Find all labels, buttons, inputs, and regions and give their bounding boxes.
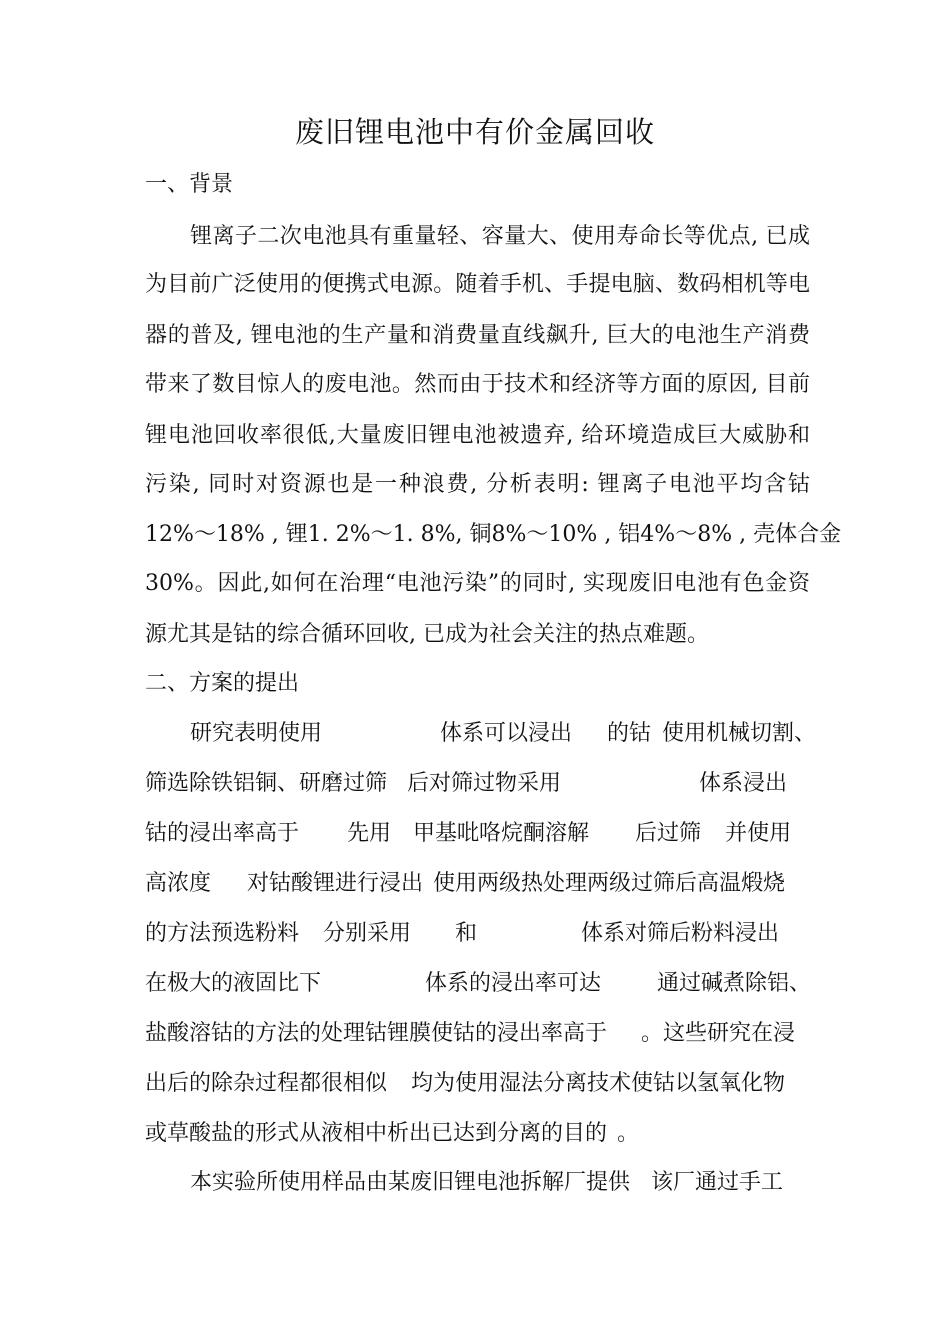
text-fragment: 分别采用 [323, 921, 412, 946]
paragraph-line [145, 1119, 810, 1149]
text-fragment: 和 [455, 921, 478, 946]
text-fragment: 。 [617, 1121, 640, 1146]
paragraph-line [145, 869, 810, 899]
paragraph-line: 锂电池回收率很低,大量废旧锂电池被遗弃, 给环境造成巨大威胁和 [145, 423, 810, 448]
paragraph-line: 30%。因此,如何在治理“电池污染”的同时, 实现废旧电池有色金资 [145, 571, 810, 596]
text-fragment: 使用机械切割、 [662, 721, 817, 746]
paragraph-line [145, 919, 810, 949]
text-fragment: 研究表明使用 [190, 721, 323, 746]
text-fragment: 均为使用湿法分离技术使钴以氢氧化物 [411, 1071, 786, 1096]
paragraph-line [145, 969, 810, 999]
paragraph-line [145, 819, 810, 849]
text-fragment: 体系浸出 [699, 771, 788, 796]
paragraph-line: 为目前广泛使用的便携式电源。随着手机、手提电脑、数码相机等电 [145, 272, 810, 297]
text-fragment: 出后的除杂过程都很相似 [145, 1071, 388, 1096]
paragraph-line [145, 1019, 810, 1049]
text-fragment: 通过碱煮除铝、 [657, 971, 812, 996]
text-fragment: 后过筛 [635, 821, 702, 846]
text-fragment: 使用两级热处理两级过筛后高温煅烧 [433, 871, 786, 896]
text-fragment: 在极大的液固比下 [145, 971, 322, 996]
text-fragment: 或草酸盐的形式从液相中析出已达到分离的目的 [145, 1121, 608, 1146]
text-fragment: 对钴酸锂进行浸出 [247, 871, 424, 896]
paragraph-line [145, 769, 810, 799]
text-fragment: 的方法预选粉料 [145, 921, 300, 946]
paragraph-line: 器的普及, 锂电池的生产量和消费量直线飙升, 巨大的电池生产消费 [145, 323, 810, 348]
paragraph-line: 污染, 同时对资源也是一种浪费, 分析表明: 锂离子电池平均含钴 [145, 472, 810, 497]
text-fragment: 。这些研究在浸 [641, 1021, 796, 1046]
text-fragment: 并使用 [725, 821, 792, 846]
text-fragment: 盐酸溶钴的方法的处理钴锂膜使钴的浸出率高于 [145, 1021, 608, 1046]
text-fragment: 筛选除铁铝铜、研磨过筛 [145, 771, 388, 796]
paragraph-line: 本实验所使用样品由某废旧锂电池拆解厂提供 该厂通过手工 [190, 1170, 783, 1195]
text-fragment: 甲基吡咯烷酮溶解 [413, 821, 590, 846]
paragraph-line: 12%～18% , 锂1. 2%～1. 8%, 铜8%～10% , 铝4%～8% , 壳体合金 [145, 522, 842, 547]
text-fragment: 钴的浸出率高于 [145, 821, 300, 846]
text-fragment: 体系可以浸出 [440, 721, 573, 746]
paragraph-line: 带来了数目惊人的废电池。然而由于技术和经济等方面的原因, 目前 [145, 372, 810, 397]
text-fragment: 先用 [347, 821, 392, 846]
paragraph-line: 锂离子二次电池具有重量轻、容量大、使用寿命长等优点, 已成 [190, 224, 810, 249]
page-title: 废旧锂电池中有价金属回收 [294, 115, 655, 149]
section-heading-background: 一、背景 [145, 172, 234, 197]
section-heading-proposal: 二、方案的提出 [145, 671, 300, 696]
text-fragment: 的钴 [607, 721, 652, 746]
text-fragment: 高浓度 [145, 871, 212, 896]
text-fragment: 体系对筛后粉料浸出 [581, 921, 780, 946]
text-fragment: 体系的浸出率可达 [425, 971, 602, 996]
paragraph-line: 源尤其是钴的综合循环回收, 已成为社会关注的热点难题。 [145, 622, 709, 647]
text-fragment: 后对筛过物采用 [407, 771, 562, 796]
paragraph-line [190, 719, 817, 749]
paragraph-line [145, 1069, 810, 1099]
